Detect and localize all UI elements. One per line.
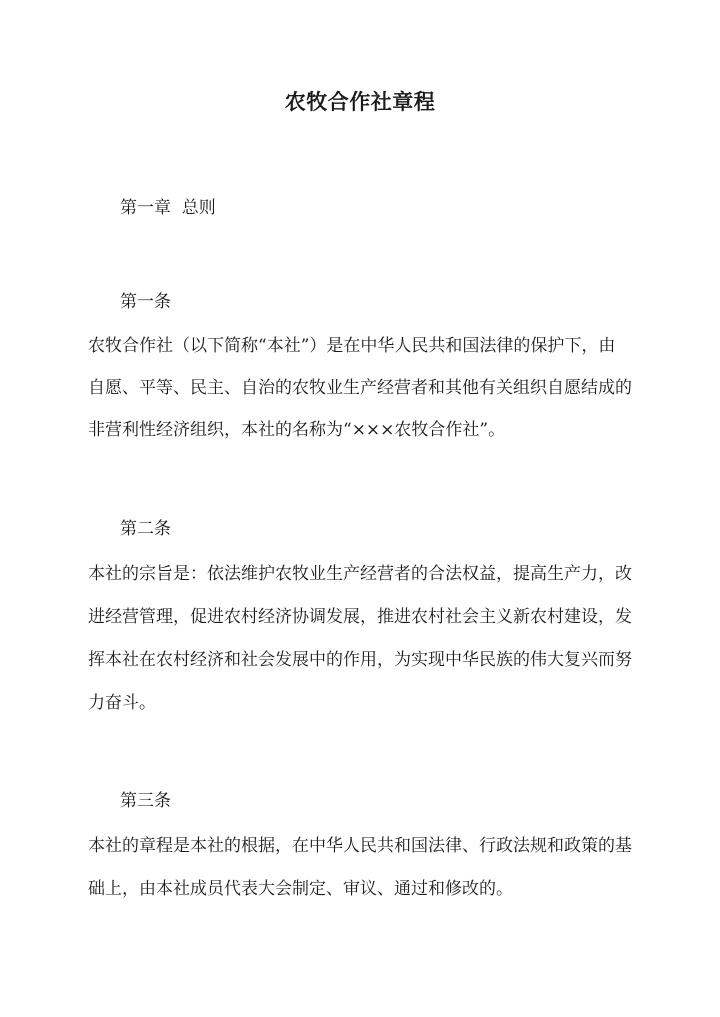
article-3-line: 本社的章程是本社的根据，在中华人民共和国法律、行政法规和政策的基 (88, 836, 632, 856)
article-2-heading: 第二条 (120, 519, 171, 539)
article-2-line: 力奋斗。 (88, 693, 156, 713)
document-title: 农牧合作社章程 (284, 89, 436, 114)
article-2-line: 挥本社在农村经济和社会发展中的作用，为实现中华民族的伟大复兴而努 (88, 650, 632, 670)
article-1-body (88, 331, 636, 446)
article-2-body (88, 559, 636, 719)
article-1-line: 非营利性经济组织，本社的名称为“×××农牧合作社”。 (88, 420, 506, 440)
article-2-line: 本社的宗旨是：依法维护农牧业生产经营者的合法权益，提高生产力，改 (88, 564, 632, 584)
article-2-line: 进经营管理，促进农村经济协调发展，推进农村社会主义新农村建设，发 (88, 607, 632, 627)
article-1-line: 农牧合作社（以下简称“本社”）是在中华人民共和国法律的保护下，由 (88, 336, 616, 356)
article-1-line: 自愿、平等、民主、自治的农牧业生产经营者和其他有关组织自愿结成的 (88, 378, 632, 398)
article-1-heading: 第一条 (120, 292, 171, 312)
article-3-heading: 第三条 (120, 791, 171, 811)
article-3-body (88, 831, 636, 905)
article-3-line: 础上，由本社成员代表大会制定、审议、通过和修改的。 (88, 879, 513, 899)
chapter-heading: 第一章 总则 (120, 198, 216, 218)
